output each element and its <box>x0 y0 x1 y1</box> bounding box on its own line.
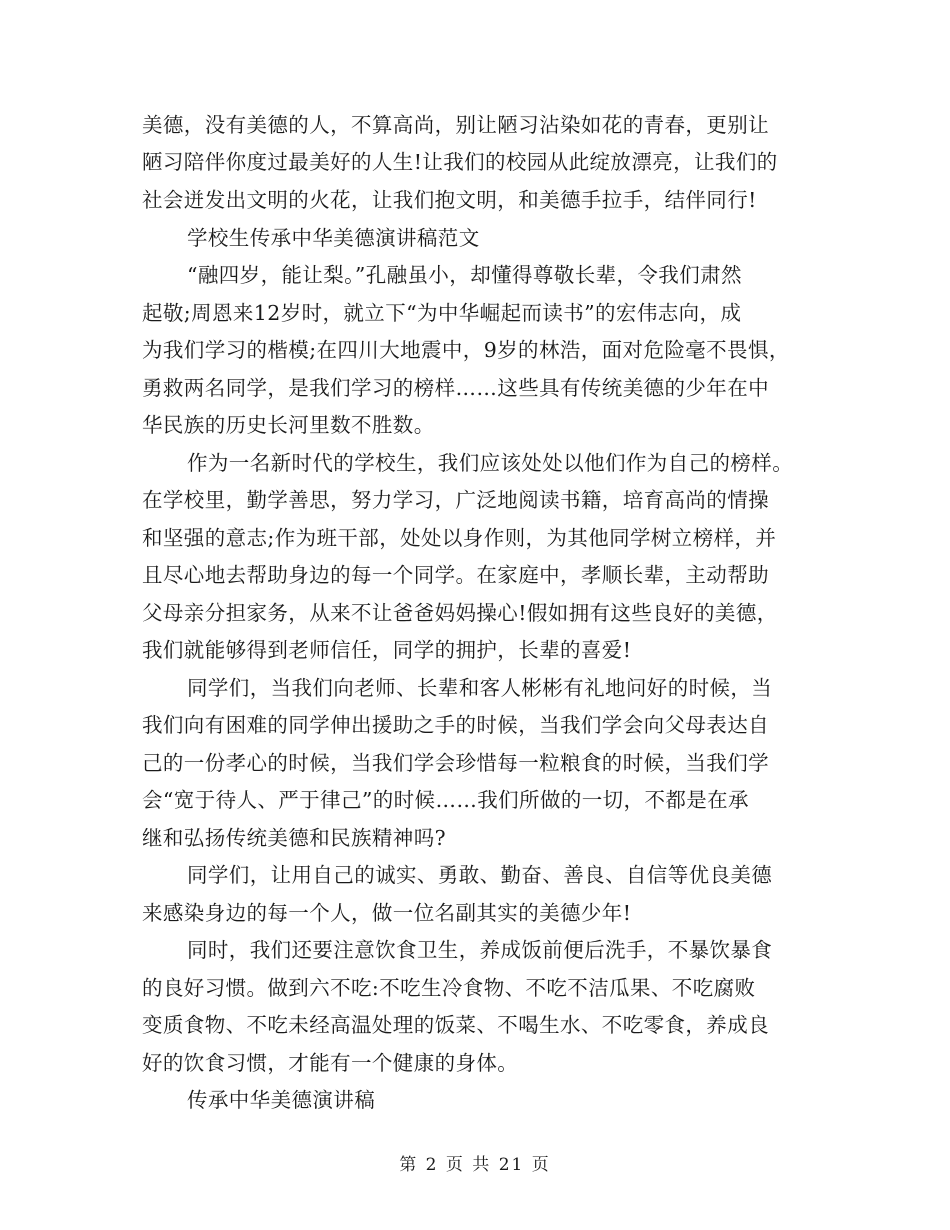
text-line: 会“宽于待人、严于律己”的时候……我们所做的一切，不都是在承 <box>142 788 749 812</box>
text-line: 作为一名新时代的学校生，我们应该处处以他们作为自己的榜样。 <box>187 451 794 475</box>
text-line: 同时，我们还要注意饮食卫生，养成饭前便后洗手，不暴饮暴食 <box>187 938 773 962</box>
text-line: 继和弘扬传统美德和民族精神吗? <box>142 826 446 850</box>
text-line: 在学校里，勤学善思，努力学习，广泛地阅读书籍，培育高尚的情操 <box>142 488 769 512</box>
text-line: 华民族的历史长河里数不胜数。 <box>142 413 435 437</box>
text-line: 来感染身边的每一个人，做一位名副其实的美德少年! <box>142 901 632 925</box>
text-line: 勇救两名同学，是我们学习的榜样……这些具有传统美德的少年在中 <box>142 376 769 400</box>
section-heading: 传承中华美德演讲稿 <box>187 1088 376 1112</box>
text-line: 父母亲分担家务，从来不让爸爸妈妈操心!假如拥有这些良好的美德， <box>142 601 778 625</box>
text-line: 陋习陪伴你度过最美好的人生!让我们的校园从此绽放漂亮，让我们的 <box>142 150 778 174</box>
text-line: 和坚强的意志;作为班干部，处处以身作则，为其他同学树立榜样，并 <box>142 526 777 550</box>
text-line: 变质食物、不吃未经高温处理的饭菜、不喝生水、不吃零食，养成良 <box>142 1013 769 1037</box>
text-line: 起敬;周恩来12岁时，就立下“为中华崛起而读书”的宏伟志向，成 <box>142 301 742 325</box>
text-line: 我们向有困难的同学伸出援助之手的时候，当我们学会向父母表达自 <box>142 713 769 737</box>
text-line: 的良好习惯。做到六不吃:不吃生冷食物、不吃不洁瓜果、不吃腐败 <box>142 976 756 1000</box>
text-line: 同学们，当我们向老师、长辈和客人彬彬有礼地问好的时候，当 <box>187 676 773 700</box>
text-line: 且尽心地去帮助身边的每一个同学。在家庭中，孝顺长辈，主动帮助 <box>142 563 769 587</box>
page-number-footer: 第 2 页 共 21 页 <box>399 1155 551 1175</box>
text-line: 社会迸发出文明的火花，让我们抱文明，和美德手拉手，结伴同行! <box>142 188 757 212</box>
text-line: 为我们学习的楷模;在四川大地震中，9岁的林浩，面对危险毫不畏惧， <box>142 338 790 362</box>
text-line: 美德，没有美德的人，不算高尚，别让陋习沾染如花的青春，更别让 <box>142 113 769 137</box>
text-line: 好的饮食习惯，才能有一个健康的身体。 <box>142 1051 519 1075</box>
text-line: 同学们，让用自己的诚实、勇敢、勤奋、善良、自信等优良美德 <box>187 863 773 887</box>
text-line: 我们就能够得到老师信任，同学的拥护，长辈的喜爱! <box>142 638 632 662</box>
text-line: 己的一份孝心的时候，当我们学会珍惜每一粒粮食的时候，当我们学 <box>142 751 769 775</box>
text-line: “融四岁，能让梨。”孔融虽小，却懂得尊敬长辈，令我们肃然 <box>187 263 742 287</box>
section-heading: 学校生传承中华美德演讲稿范文 <box>187 226 480 250</box>
